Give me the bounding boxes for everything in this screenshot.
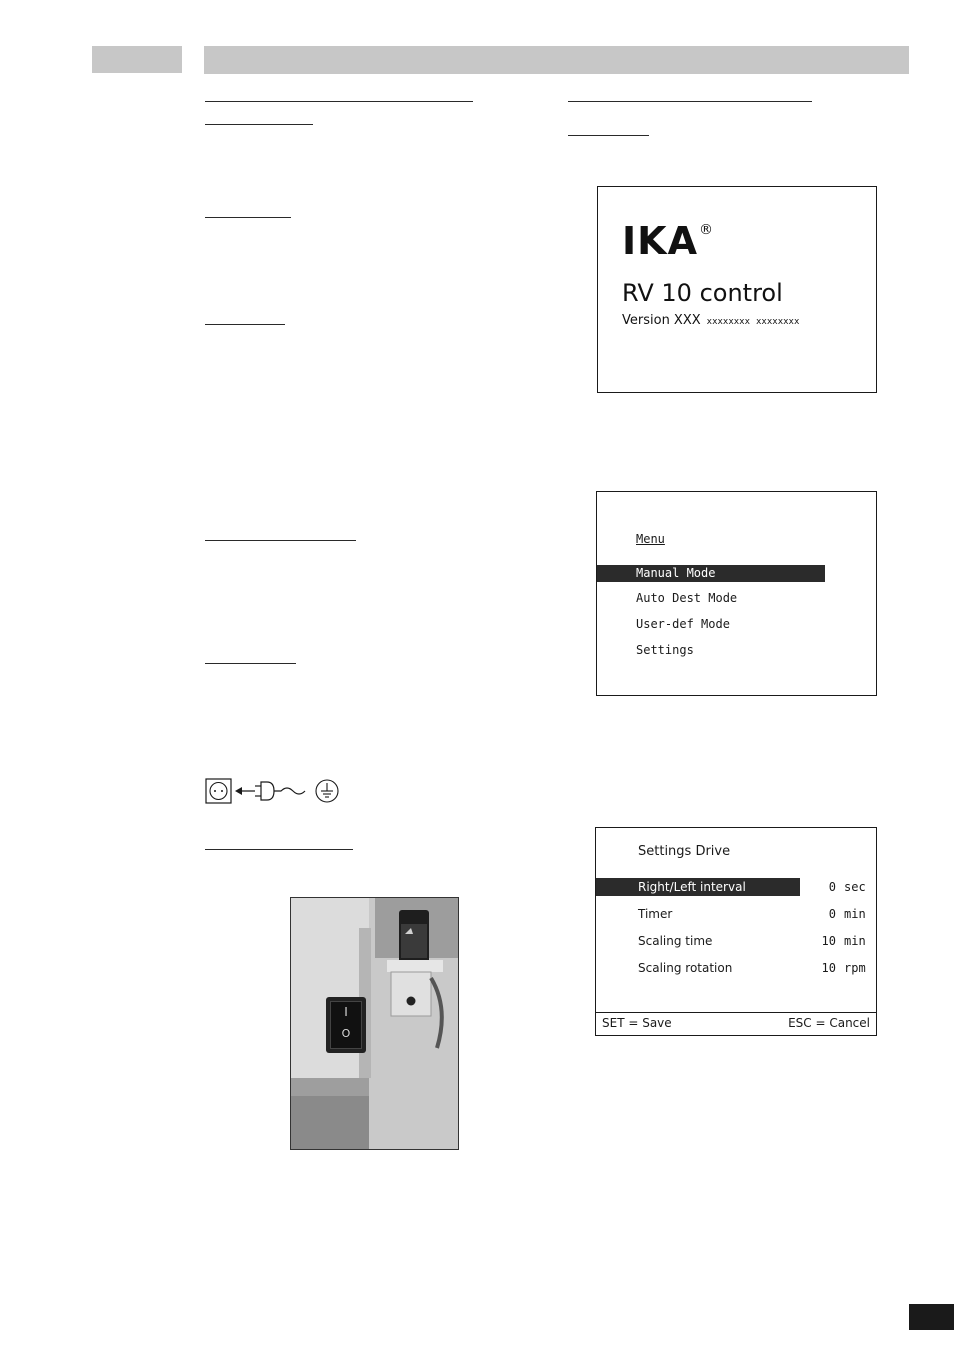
heading-rule: [205, 124, 313, 125]
power-switch[interactable]: [326, 997, 366, 1053]
section-tab: [92, 46, 182, 73]
settings-title: Settings Drive: [638, 844, 731, 859]
menu-item-settings[interactable]: Settings: [636, 643, 694, 657]
setting-timer[interactable]: Timer 0 min: [638, 907, 866, 921]
power-switch-illustration: [291, 898, 459, 1150]
menu-item-auto-dest-mode[interactable]: Auto Dest Mode: [636, 591, 738, 605]
menu-item-user-def-mode[interactable]: User-def Mode: [636, 617, 730, 631]
setting-scaling-rotation[interactable]: Scaling rotation 10 rpm: [638, 961, 866, 975]
plug-icon: [255, 782, 274, 800]
startup-display: [597, 186, 877, 393]
header-bar: [204, 46, 909, 74]
switch-on-mark: I: [344, 1005, 348, 1019]
model-name: RV 10 control: [622, 279, 783, 307]
page-number-tab: [909, 1304, 954, 1330]
heading-rule: [568, 135, 649, 136]
ground-icon: [316, 780, 338, 802]
menu-display: [596, 491, 877, 696]
settings-footer: [596, 1012, 876, 1035]
switch-off-mark: O: [341, 1027, 351, 1040]
setting-scaling-time[interactable]: Scaling time 10 min: [638, 934, 866, 948]
ika-logo: IKA®: [622, 219, 714, 263]
save-hint: SET = Save: [602, 1016, 672, 1030]
heading-rule: [205, 324, 285, 325]
heading-rule: [568, 101, 812, 102]
menu-title: Menu: [636, 532, 665, 546]
heading-rule: [205, 540, 356, 541]
setting-right-left-interval[interactable]: Right/Left interval 0 sec: [596, 878, 876, 896]
heading-rule: [205, 217, 291, 218]
heading-rule: [205, 101, 473, 102]
power-switch-photo: [290, 897, 459, 1150]
socket-icon: [206, 779, 231, 803]
cancel-hint: ESC = Cancel: [788, 1016, 870, 1030]
heading-rule: [205, 849, 353, 850]
arrow-left-icon: [235, 787, 255, 795]
menu-item-manual-mode[interactable]: Manual Mode: [597, 565, 825, 582]
mains-connection-symbols: [205, 777, 345, 805]
version-line: Version XXX xxxxxxxx xxxxxxxx: [622, 313, 800, 328]
alternating-current-icon: [274, 788, 305, 794]
settings-display: [595, 827, 877, 1036]
heading-rule: [205, 663, 296, 664]
